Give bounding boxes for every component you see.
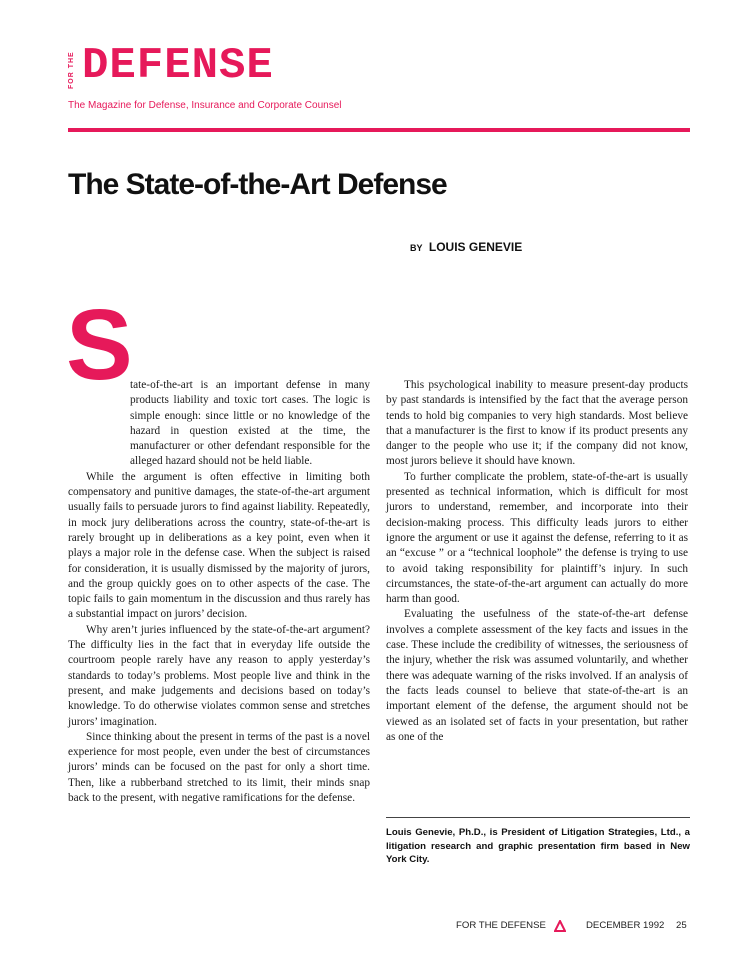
paragraph: While the argument is often effective in limiting both compensatory and punitive damages, the state-of-the-art argument usually fails to persuade jurors to find against liability. Repeatedly, in mock jury deliberations across the country, state-of-the-art is rarely brought up in deliberations as a key point, even when it plays a major role in the defense case. When the subject is raised for consideration, it is usually dismissed by the majority of jurors, and the group quickly goes on to other aspects of the case. The topic fails to gain momentum in the discussion and thus rarely has a substantial impact on jurors’ decision.: [68, 470, 370, 621]
masthead-tagline: The Magazine for Defense, Insurance and Corporate Counsel: [68, 100, 342, 111]
paragraph: Evaluating the usefulness of the state-of-the-art defense involves a complete assessment of the key facts and issues in the case. These include the credibility of witnesses, the seriousness of the injury, whether the risk was assumed voluntarily, and whether there was adequate warning of the risks involved. If an analysis of the facts leads counsel to believe that state-of-the-art is an important element of the defense, the argument should not be viewed as an isolated set of facts in your presentation, but rather as one of the: [386, 608, 688, 743]
paragraph: Why aren’t juries influenced by the state-of-the-art argument? The difficulty lies in the fact that in everyday life outside the courtroom people rarely have any reason to apply yesterday’s standards to today’s problems. Most people live and think in the present, and make judgements and decisions based on today’s knowledge. To do otherwise violates common sense and stretches jurors’ imagination.: [68, 623, 370, 728]
article-title: The State-of-the-Art Defense: [68, 168, 447, 201]
paragraph: This psychological inability to measure present-day products by past standards is intensified by the fact that the average person tends to hold big companies to very high standards. Most believe that a manufacturer is the first to know if its product presents any danger to the people who use it; if the company did not know, most jurors believe it should have known.: [386, 379, 688, 468]
masthead-for-the: FOR THE: [68, 51, 75, 89]
paragraph: To further complicate the problem, state-of-the-art is usually presented as technical information, which is difficult for most jurors to understand, remember, and incorporate into their decision-making process. This difficulty leads jurors to either ignore the argument or use it against the defense, referring to it as an “excuse ” or a “technical loophole” the defense is trying to use to avoid taking responsibility for plaintiff’s injury. In such circumstances, the state-of-the-art argument can actually do more harm than good.: [386, 470, 688, 606]
page-number: 25: [676, 920, 687, 931]
drop-cap: S: [66, 289, 133, 401]
byline: [410, 240, 522, 254]
footer-magazine: FOR THE DEFENSE: [456, 920, 546, 931]
header-rule: [68, 128, 690, 132]
article-column-left: [68, 378, 370, 806]
footer-date: DECEMBER 1992: [586, 920, 665, 931]
author-bio: Louis Genevie, Ph.D., is President of Litigation Strategies, Ltd., a litigation research and graphic presentation firm based in New York City.: [386, 827, 690, 865]
article-column-right: [386, 378, 688, 745]
masthead: [68, 41, 698, 91]
masthead-title: DEFENSE: [82, 41, 274, 91]
paragraph: Since thinking about the present in terms of the past is a novel experience for most people, even under the best of circumstances jurors’ minds can be focused on the past for only a short time. Then, like a rubberband stretched to its limit, their minds snap back to the present, with negative ramifications for the defense.: [68, 730, 370, 805]
page-footer: [456, 920, 690, 934]
bio-divider: [386, 817, 690, 818]
byline-prefix: BY: [410, 243, 423, 253]
triangle-logo-icon: [554, 920, 566, 932]
paragraph: tate-of-the-art is an important defense in many products liability and toxic tort cases. The logic is simple enough: since little or no knowledge of the hazard in question existed at the time, the manufacturer or other defendant responsible for the alleged hazard should not be held liable.: [130, 379, 370, 468]
author-name: LOUIS GENEVIE: [428, 240, 523, 254]
